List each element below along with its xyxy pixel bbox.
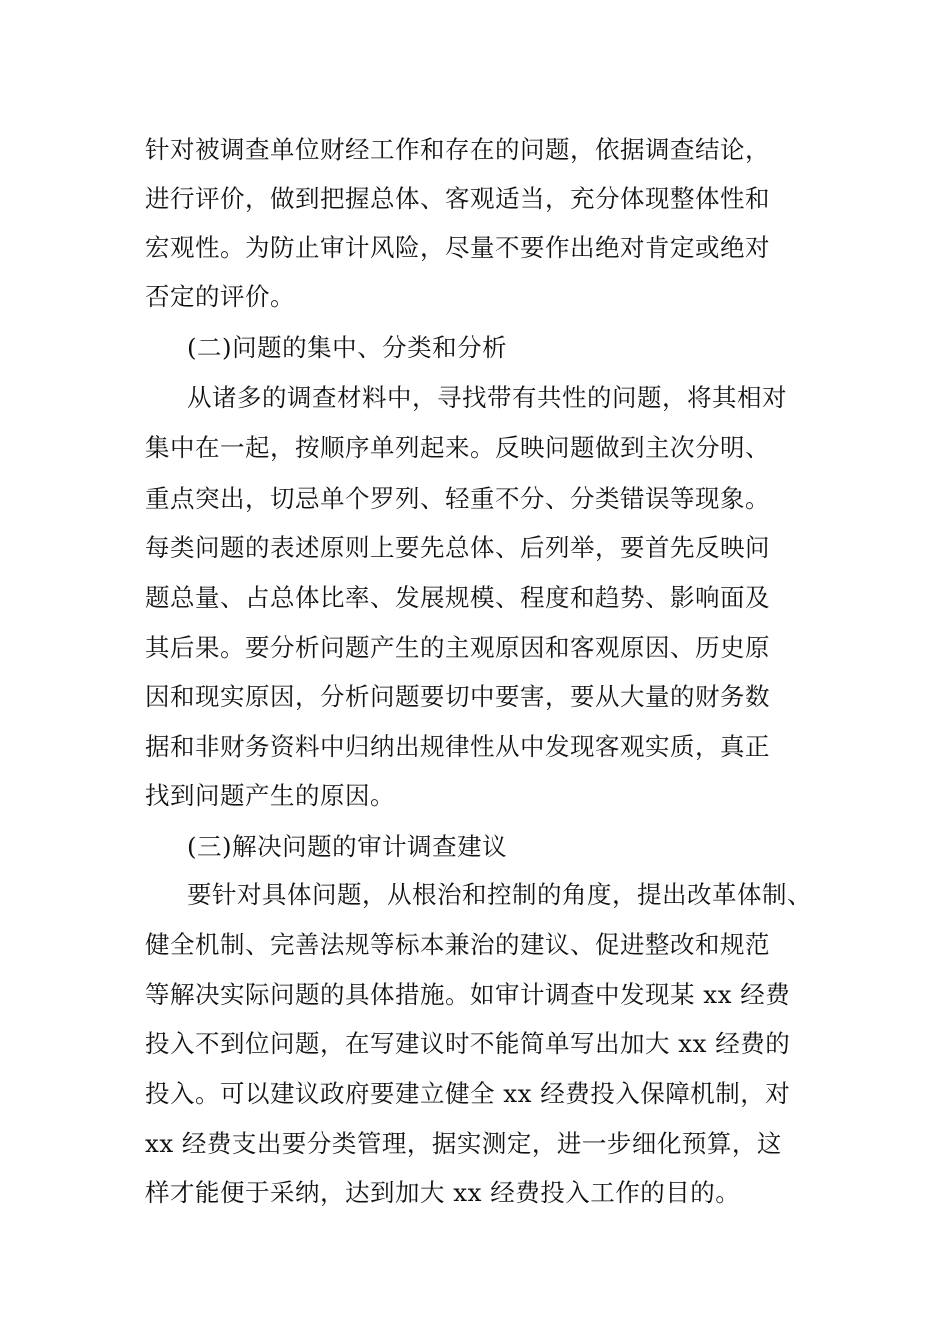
paragraph-line: 针对被调查单位财经工作和存在的问题，依据调查结论， <box>145 135 770 164</box>
paragraph-line: 否定的评价。 <box>145 282 295 311</box>
paragraph-line: 重点突出，切忌单个罗列、轻重不分、分类错误等现象。 <box>145 484 770 513</box>
paragraph-line: 据和非财务资料中归纳出规律性从中发现客观实质，真正 <box>145 732 770 761</box>
paragraph-line: 要针对具体问题，从根治和控制的角度，提出改革体制、 <box>187 880 812 909</box>
paragraph-line: 样才能便于采纳，达到加大 xx 经费投入工作的目的。 <box>145 1178 741 1207</box>
paragraph-line: 找到问题产生的原因。 <box>145 781 395 810</box>
paragraph-line: 从诸多的调查材料中，寻找带有共性的问题，将其相对 <box>187 383 787 412</box>
paragraph-line: 每类问题的表述原则上要先总体、后列举，要首先反映问 <box>145 533 770 562</box>
section-heading: (二)问题的集中、分类和分析 <box>187 333 508 362</box>
section-heading: (三)解决问题的审计调查建议 <box>187 832 508 861</box>
paragraph-line: 集中在一起，按顺序单列起来。反映问题做到主次分明、 <box>145 433 770 462</box>
paragraph-line: 投入。可以建议政府要建立健全 xx 经费投入保障机制，对 <box>145 1079 791 1108</box>
paragraph-line: 健全机制、完善法规等标本兼治的建议、促进整改和规范 <box>145 930 770 959</box>
paragraph-line: 进行评价，做到把握总体、客观适当，充分体现整体性和 <box>145 184 770 213</box>
paragraph-line: xx 经费支出要分类管理，据实测定，进一步细化预算，这 <box>145 1129 782 1158</box>
paragraph-line: 其后果。要分析问题产生的主观原因和客观原因、历史原 <box>145 633 770 662</box>
paragraph-line: 题总量、占总体比率、发展规模、程度和趋势、影响面及 <box>145 583 770 612</box>
paragraph-line: 投入不到位问题，在写建议时不能简单写出加大 xx 经费的 <box>145 1029 791 1058</box>
paragraph-line: 等解决实际问题的具体措施。如审计调查中发现某 xx 经费 <box>145 980 791 1009</box>
paragraph-line: 宏观性。为防止审计风险，尽量不要作出绝对肯定或绝对 <box>145 233 770 262</box>
paragraph-line: 因和现实原因，分析问题要切中要害，要从大量的财务数 <box>145 682 770 711</box>
